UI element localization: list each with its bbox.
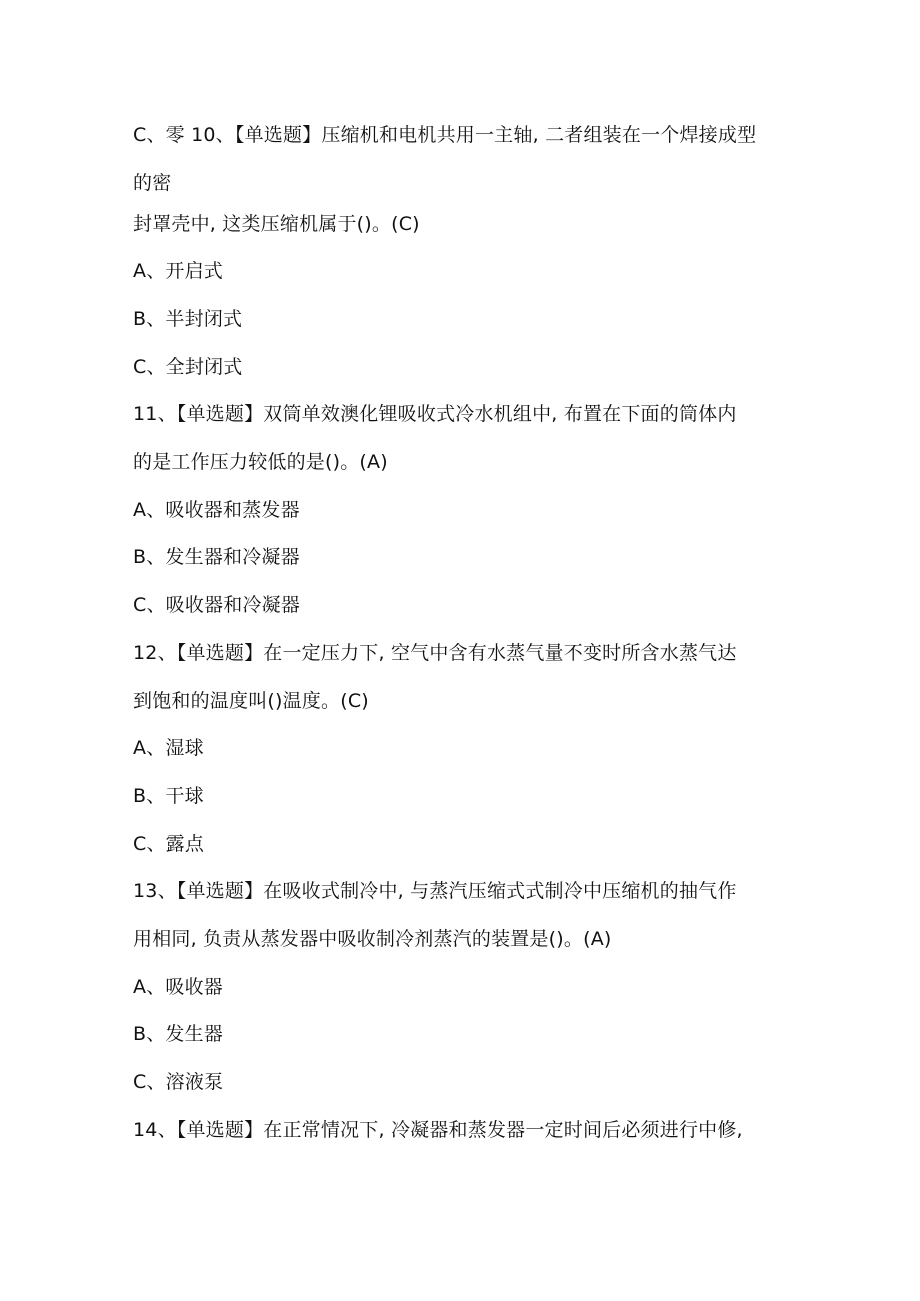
question-10-option-b: B、半封闭式 xyxy=(133,308,243,330)
question-11-option-b: B、发生器和冷凝器 xyxy=(133,546,300,568)
question-13-option-c: C、溶液泵 xyxy=(133,1071,224,1093)
question-10-option-a: A、开启式 xyxy=(133,260,223,282)
question-13-text-line-1: 13、【单选题】在吸收式制冷中, 与蒸汽压缩式式制冷中压缩机的抽气作 xyxy=(133,880,737,902)
question-12-option-b: B、干球 xyxy=(133,785,204,807)
question-11-option-a: A、吸收器和蒸发器 xyxy=(133,499,300,521)
question-11-text-line-2: 的是工作压力较低的是()。(A) xyxy=(133,451,388,473)
question-10-text-line-3: 封罩壳中, 这类压缩机属于()。(C) xyxy=(133,213,420,235)
question-12-text-line-2: 到饱和的温度叫()温度。(C) xyxy=(133,690,369,712)
question-12-option-c: C、露点 xyxy=(133,833,205,855)
question-10-option-c: C、全封闭式 xyxy=(133,356,243,378)
question-12-option-a: A、湿球 xyxy=(133,737,204,759)
question-11-option-c: C、吸收器和冷凝器 xyxy=(133,594,301,616)
question-11-text-line-1: 11、【单选题】双筒单效澳化锂吸收式冷水机组中, 布置在下面的筒体内 xyxy=(133,403,737,425)
question-14-text-line-1: 14、【单选题】在正常情况下, 冷凝器和蒸发器一定时间后必须进行中修, xyxy=(133,1119,743,1141)
question-13-text-line-2: 用相同, 负责从蒸发器中吸收制冷剂蒸汽的装置是()。(A) xyxy=(133,928,612,950)
question-10-text-line-1: C、零 10、【单选题】压缩机和电机共用一主轴, 二者组装在一个焊接成型 xyxy=(133,124,757,146)
question-10-text-line-2: 的密 xyxy=(133,172,172,194)
question-13-option-b: B、发生器 xyxy=(133,1023,224,1045)
question-12-text-line-1: 12、【单选题】在一定压力下, 空气中含有水蒸气量不变时所含水蒸气达 xyxy=(133,642,737,664)
question-13-option-a: A、吸收器 xyxy=(133,976,223,998)
